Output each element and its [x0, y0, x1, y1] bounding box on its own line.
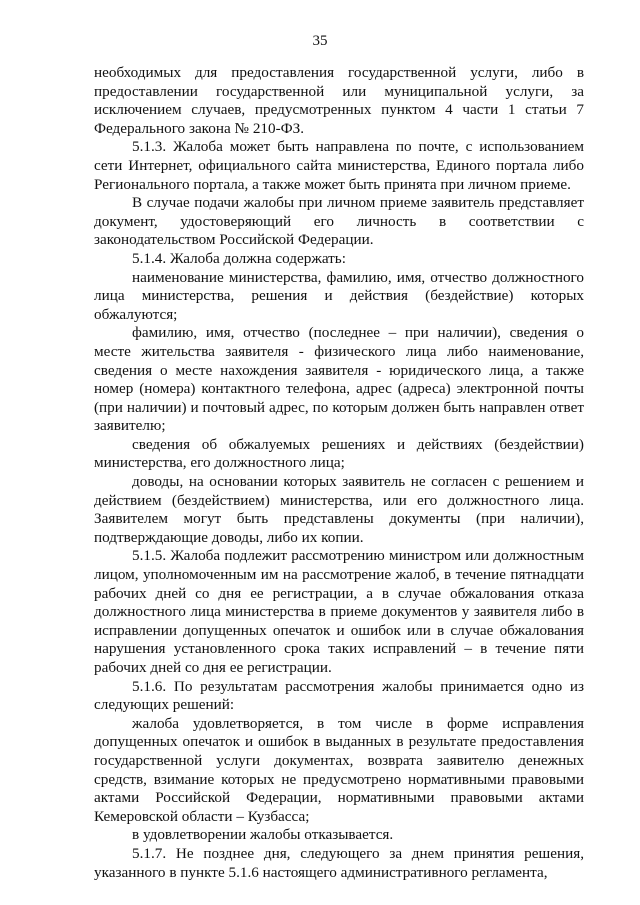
list-item-arguments: доводы, на основании которых заявитель не согласен с решением и действием (бездействием) министерства, или его должностного лица. Заявителем могут быть представлены документы (при наличии), подтверждающие доводы, либо их копии.: [94, 473, 584, 546]
paragraph-personal-reception: В случае подачи жалобы при личном приеме заявитель представляет документ, удостоверяющий его личность в соответствии с законодательством Российской Федерации.: [94, 194, 584, 249]
list-item-decisions-info: сведения об обжалуемых решениях и действиях (бездействии) министерства, его должностного лица;: [94, 435, 584, 472]
list-item-ministry-name: наименование министерства, фамилию, имя, отчество должностного лица министерства, решения и действия (бездействие) которых обжалуются;: [94, 268, 584, 323]
list-item-refused: в удовлетворении жалобы отказывается.: [132, 826, 394, 844]
list-item-applicant-info: фамилию, имя, отчество (последнее – при наличии), сведения о месте жительства заявителя - физического лица либо наименование, сведения о месте нахождения заявителя - юридического лица, а также номер (номера) контактного телефона, адрес (адреса) электронной почты (при наличии) и почтовый адрес, по которым должен быть направлен ответ заявителю;: [94, 324, 584, 435]
paragraph-5-1-5: 5.1.5. Жалоба подлежит рассмотрению министром или должностным лицом, уполномоченным им на рассмотрение жалоб, в течение пятнадцати рабочих дней со дня ее регистрации, а в случае обжалования отказа должностного лица министерства в приеме документов у заявителя либо в исправлении допущенных опечаток и ошибок или в случае обжалования нарушения установленного срока таких исправлений – в течение пяти рабочих дней со дня ее регистрации.: [94, 547, 584, 676]
document-body: [94, 64, 584, 882]
paragraph-5-1-4: 5.1.4. Жалоба должна содержать:: [132, 249, 346, 267]
paragraph-5-1-6: 5.1.6. По результатам рассмотрения жалобы принимается одно из следующих решений:: [94, 677, 584, 714]
list-item-satisfied: жалоба удовлетворяется, в том числе в форме исправления допущенных опечаток и ошибок в выданных в результате предоставления государственной услуги документах, возврата заявителю денежных средств, взимание которых не предусмотрено нормативными правовыми актами Российской Федерации, нормативными правовыми актами Кемеровской области – Кузбасса;: [94, 714, 584, 825]
paragraph-5-1-7: 5.1.7. Не позднее дня, следующего за днем принятия решения, указанного в пункте 5.1.6 настоящего административного регламента,: [94, 844, 584, 881]
paragraph-5-1-3: 5.1.3. Жалоба может быть направлена по почте, с использованием сети Интернет, официального сайта министерства, Единого портала либо Регионального портала, а также может быть принята при личном приеме.: [94, 138, 584, 193]
paragraph-continuation: необходимых для предоставления государственной услуги, либо в предоставлении государственной или муниципальной услуги, за исключением случаев, предусмотренных пунктом 4 части 1 статьи 7 Федерального закона № 210-ФЗ.: [94, 64, 584, 137]
page-number: 35: [312, 33, 328, 49]
